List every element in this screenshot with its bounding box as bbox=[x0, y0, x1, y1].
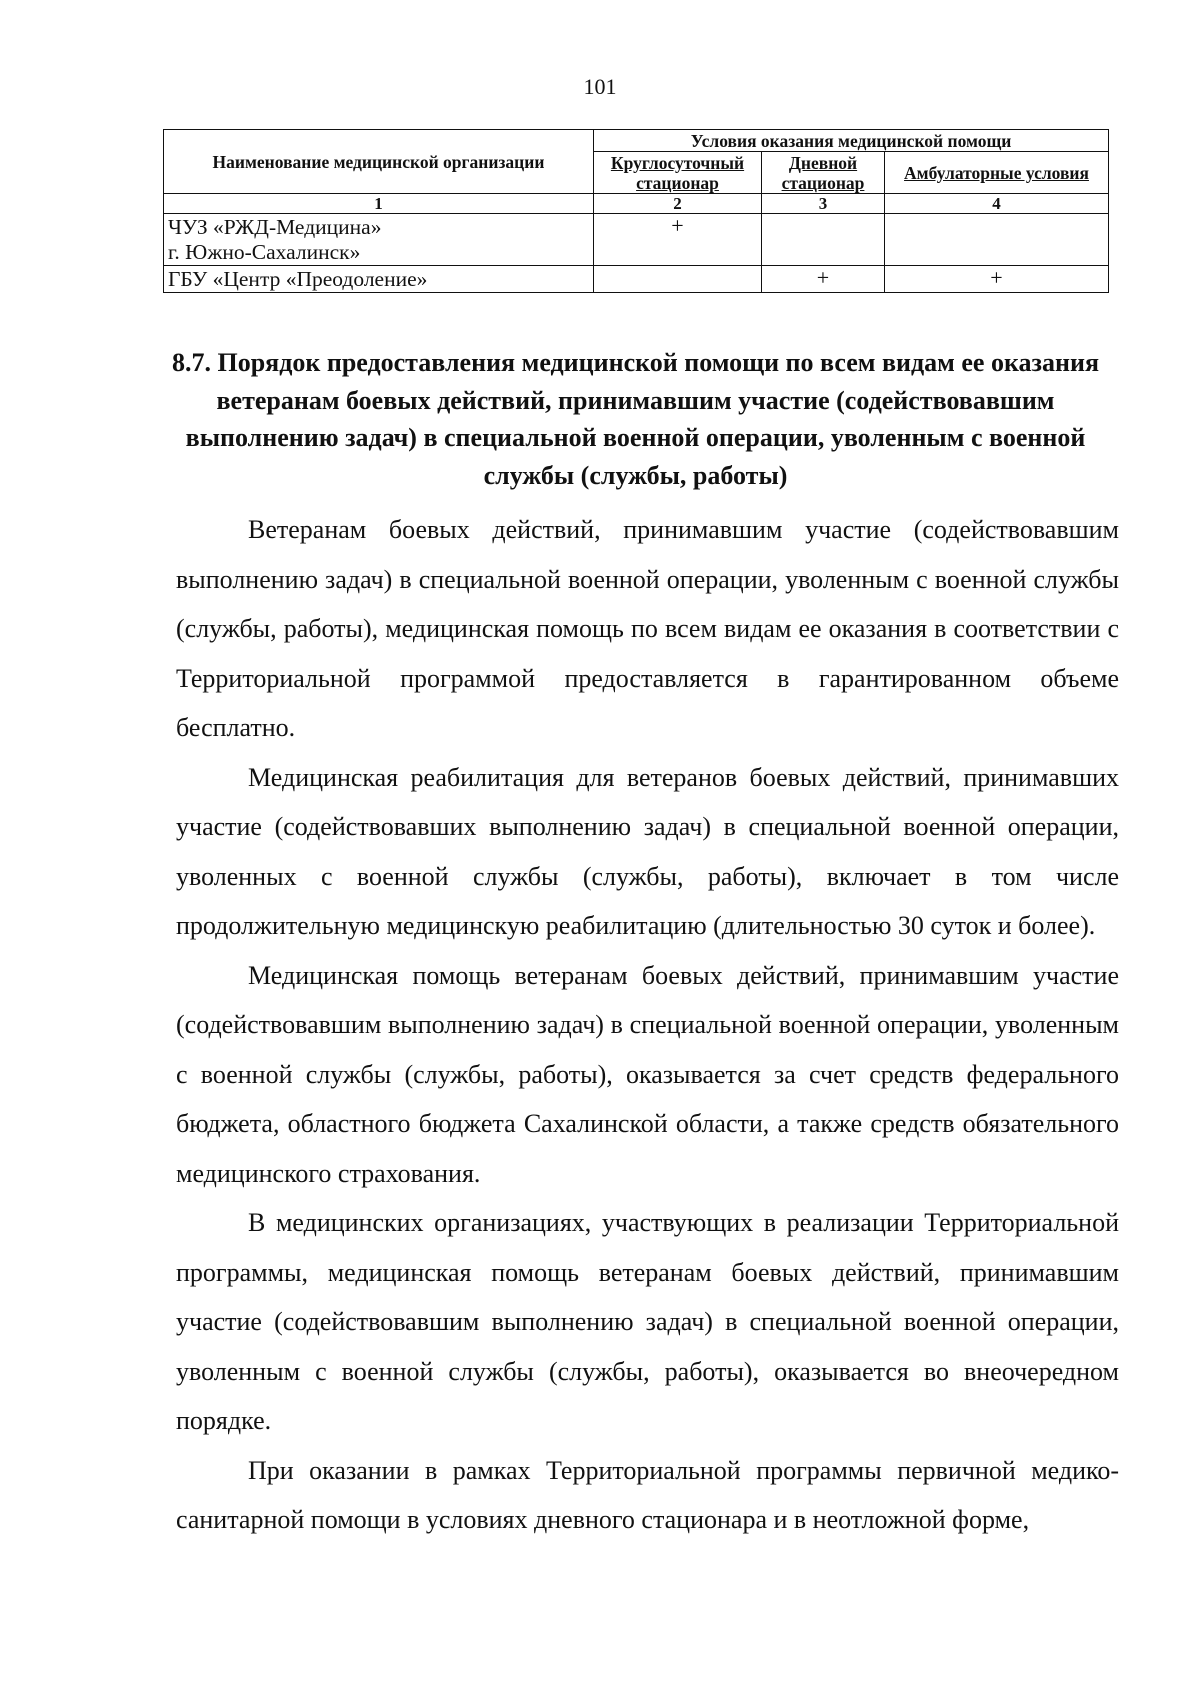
organization-name-line: г. Южно-Сахалинск» bbox=[168, 239, 361, 264]
medical-organizations-table bbox=[163, 129, 1109, 293]
header-organization-name: Наименование медицинской организации bbox=[164, 130, 594, 194]
header-conditions-group: Условия оказания медицинской помощи bbox=[594, 130, 1109, 152]
day-hospital-mark bbox=[762, 214, 885, 266]
paragraph: Медицинская реабилитация для ветеранов боевых действий, принимавших участие (содействовавших выполнению задач) в специальной военной операции, уволенных с военной службы (службы, работы), включает в том числе продолжительную медицинскую реабилитацию (длительностью 30 суток и более). bbox=[176, 762, 1119, 940]
header-ambulatory: Амбулаторные условия bbox=[885, 152, 1109, 194]
organization-name: ГБУ «Центр «Преодоление» bbox=[164, 266, 594, 293]
column-number: 2 bbox=[594, 194, 762, 214]
header-round-clock-hospital: Круглосуточный стационар bbox=[594, 152, 762, 194]
round-clock-mark bbox=[594, 266, 762, 293]
table-row bbox=[164, 266, 1109, 293]
column-number: 3 bbox=[762, 194, 885, 214]
section-title: 8.7. Порядок предоставления медицинской помощи по всем видам ее оказания ветеранам боевых действий, принимавшим участие (содействовавшим выполнению задач) в специальной военной операции, уволенным с военной службы (службы, работы) bbox=[171, 348, 1100, 490]
column-number: 4 bbox=[885, 194, 1109, 214]
day-hospital-mark: + bbox=[762, 266, 885, 293]
page-number: 101 bbox=[583, 74, 617, 99]
paragraph: При оказании в рамках Территориальной программы первичной медико-санитарной помощи в условиях дневного стационара и в неотложной форме, bbox=[176, 1455, 1119, 1534]
column-numbers-row bbox=[164, 194, 1109, 214]
organization-name bbox=[164, 214, 594, 266]
organization-name-line: ЧУЗ «РЖД-Медицина» bbox=[168, 214, 382, 239]
section-body bbox=[176, 505, 1119, 1545]
ambulatory-mark bbox=[885, 214, 1109, 266]
column-number: 1 bbox=[164, 194, 594, 214]
paragraph: В медицинских организациях, участвующих в реализации Территориальной программы, медицинская помощь ветеранам боевых действий, принимавшим участие (содействовавшим выполнению задач) в специальной военной операции, уволенным с военной службы (службы, работы), оказывается во внеочередном порядке. bbox=[176, 1208, 1119, 1435]
header-day-hospital: Дневной стационар bbox=[762, 152, 885, 194]
round-clock-mark: + bbox=[594, 214, 762, 266]
table-header-row bbox=[164, 130, 1109, 152]
paragraph: Ветеранам боевых действий, принимавшим участие (содействовавшим выполнению задач) в специальной военной операции, уволенным с военной службы (службы, работы), медицинская помощь по всем видам ее оказания в соответствии с Территориальной программой предоставляется в гарантированном объеме бесплатно. bbox=[176, 515, 1119, 742]
table-row bbox=[164, 214, 1109, 266]
ambulatory-mark: + bbox=[885, 266, 1109, 293]
paragraph: Медицинская помощь ветеранам боевых действий, принимавшим участие (содействовавшим выполнению задач) в специальной военной операции, уволенным с военной службы (службы, работы), оказывается за счет средств федерального бюджета, областного бюджета Сахалинской области, а также средств обязательного медицинского страхования. bbox=[176, 960, 1119, 1188]
